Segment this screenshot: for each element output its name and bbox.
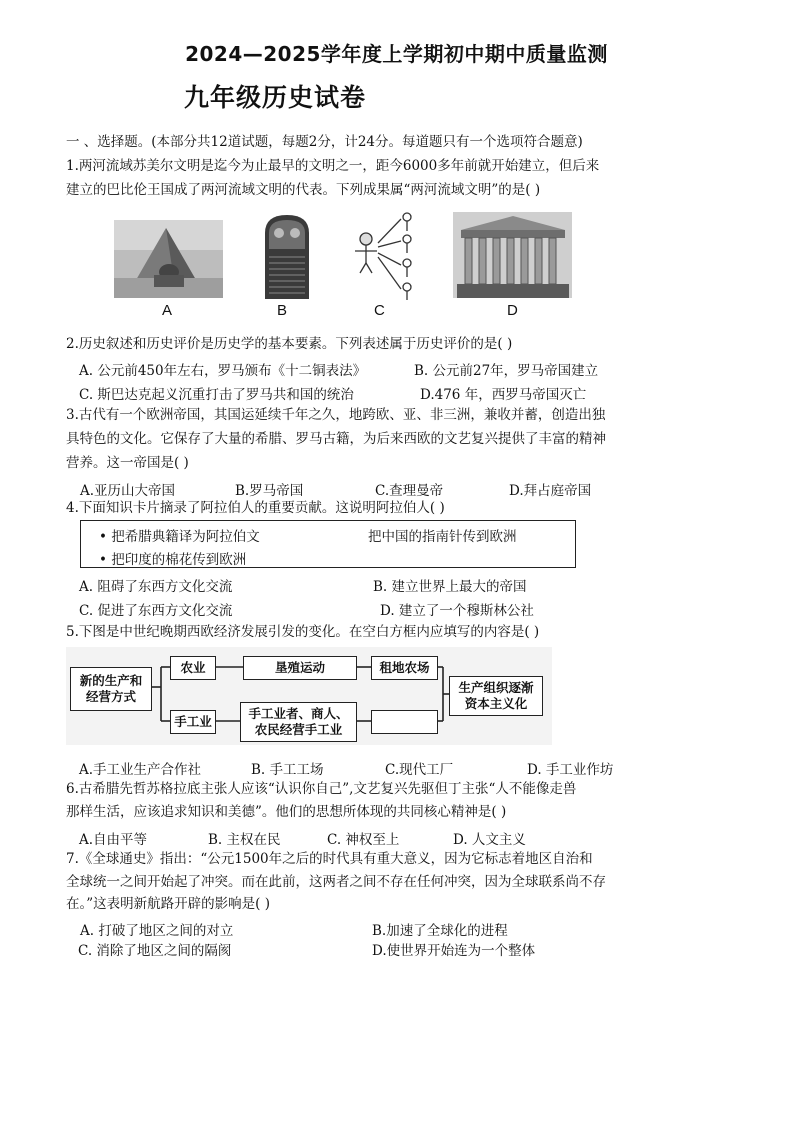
q4-stem: 4.下面知识卡片摘录了阿拉伯人的重要贡献。这说明阿拉伯人( ) (66, 500, 445, 516)
q7-stem-line3: 在。”这表明新航路开辟的影响是( ) (66, 896, 270, 912)
q1-stem-line2: 建立的巴比伦王国成了两河流域文明的代表。下列成果属“两河流域文明”的是( ) (66, 182, 541, 198)
q7-stem-line2: 全球统一之间开始起了冲突。而在此前，这两者之间不存在任何冲突，因为全球联系尚不存 (66, 874, 606, 890)
q5-box-result (449, 676, 543, 716)
q7-option-b: B.加速了全球化的进程 (372, 923, 508, 939)
q4-option-d: D. 建立了一个穆斯林公社 (380, 603, 534, 619)
q5-option-b: B. 手工工场 (251, 762, 324, 778)
q7-option-c: C. 消除了地区之间的隔阂 (78, 943, 232, 959)
q5-box-result-line2: 资本主义化 (464, 696, 528, 711)
q1-image-d-temple (453, 212, 572, 298)
q4-option-c: C. 促进了东西方文化交流 (79, 603, 233, 619)
q4-option-a: A. 阻碍了东西方文化交流 (79, 579, 233, 595)
q5-box-agriculture: 农业 (170, 656, 216, 680)
q7-option-d: D.使世界开始连为一个整体 (372, 943, 536, 959)
q1-stem-line1: 1.两河流域苏美尔文明是迄今为止最早的文明之一，距今6000多年前就开始建立，但后来 (66, 158, 600, 174)
q2-option-b: B. 公元前27年，罗马帝国建立 (414, 363, 599, 379)
q1-image-b-stele (259, 213, 315, 299)
q6-stem-line1: 6.古希腊先哲苏格拉底主张人应该“认识你自己”,文艺复兴先驱但丁主张“人不能像走兽 (66, 781, 577, 797)
q5-box-reclamation: 垦殖运动 (243, 656, 357, 680)
q5-option-c: C.现代工厂 (385, 762, 454, 778)
exam-title: 2024—2025学年度上学期初中期中质量监测 (185, 42, 608, 66)
q6-option-c: C. 神权至上 (327, 832, 400, 848)
q4-knowledge-card (80, 520, 576, 568)
q1-label-b: B (277, 302, 288, 319)
q5-flow-diagram (66, 647, 552, 745)
q1-label-d: D (507, 302, 518, 319)
q5-stem: 5.下图是中世纪晚期西欧经济发展引发的变化。在空白方框内应填写的内容是( ) (66, 624, 540, 640)
q2-option-a: A. 公元前450年左右，罗马颁布《十二铜表法》 (79, 363, 367, 379)
q5-box-new-methods-line1: 新的生产和 (79, 673, 143, 688)
q1-image-a-pyramid (114, 220, 223, 298)
q5-box-blank (371, 710, 438, 734)
exam-subtitle: 九年级历史试卷 (184, 83, 367, 112)
q6-option-d: D. 人文主义 (453, 832, 526, 848)
q5-box-craftsmen-line2: 农民经营手工业 (254, 722, 343, 737)
q7-stem-line1: 7.《全球通史》指出：“公元1500年之后的时代具有重大意义，因为它标志着地区自治和 (66, 851, 593, 867)
q5-box-handicraft: 手工业 (170, 710, 216, 734)
q5-option-a: A.手工业生产合作社 (79, 762, 202, 778)
q3-stem-line3: 营养。这一帝国是( ) (66, 455, 189, 471)
q2-option-d: D.476 年，西罗马帝国灭亡 (420, 387, 587, 403)
q1-image-c-figures (349, 211, 421, 301)
q1-label-a: A (162, 302, 173, 319)
q4-option-b: B. 建立世界上最大的帝国 (373, 579, 527, 595)
q5-box-result-line1: 生产组织逐渐 (458, 680, 534, 695)
q6-stem-line2: 那样生活，应该追求知识和美德”。他们的思想所体现的共同核心精神是( ) (66, 804, 507, 820)
q3-stem-line1: 3.古代有一个欧洲帝国，其国运延续千年之久，地跨欧、亚、非三洲，兼收并蓄，创造出独 (66, 407, 606, 423)
q5-box-craftsmen (240, 702, 357, 742)
q2-option-c: C. 斯巴达克起义沉重打击了罗马共和国的统治 (79, 387, 354, 403)
q3-option-b: B.罗马帝国 (235, 483, 304, 499)
q4-card-item-3: • 把印度的棉花传到欧洲 (99, 552, 247, 568)
q5-box-new-methods-line2: 经营方式 (85, 689, 136, 704)
q1-label-c: C (374, 302, 385, 319)
q5-box-tenant-farm: 租地农场 (371, 656, 438, 680)
q3-option-d: D.拜占庭帝国 (509, 483, 592, 499)
q7-option-a: A. 打破了地区之间的对立 (80, 923, 234, 939)
q5-option-d: D. 手工业作坊 (527, 762, 614, 778)
q6-option-b: B. 主权在民 (208, 832, 281, 848)
q3-stem-line2: 具特色的文化。它保存了大量的希腊、罗马古籍，为后来西欧的文艺复兴提供了丰富的精神 (66, 431, 606, 447)
q2-stem: 2.历史叙述和历史评价是历史学的基本要素。下列表述属于历史评价的是( ) (66, 336, 513, 352)
q5-box-new-methods (70, 667, 152, 711)
section-heading: 一 、选择题。(本部分共12道试题，每题2分，计24分。每道题只有一个选项符合题意) (66, 134, 583, 150)
q3-option-c: C.查理曼帝 (375, 483, 444, 499)
q3-option-a: A.亚历山大帝国 (80, 483, 176, 499)
q6-option-a: A.自由平等 (79, 832, 148, 848)
q4-card-item-1: • 把希腊典籍译为阿拉伯文 (99, 529, 260, 545)
q5-box-craftsmen-line1: 手工业者、商人、 (248, 706, 349, 721)
q4-card-item-2: 把中国的指南针传到欧洲 (368, 529, 517, 545)
